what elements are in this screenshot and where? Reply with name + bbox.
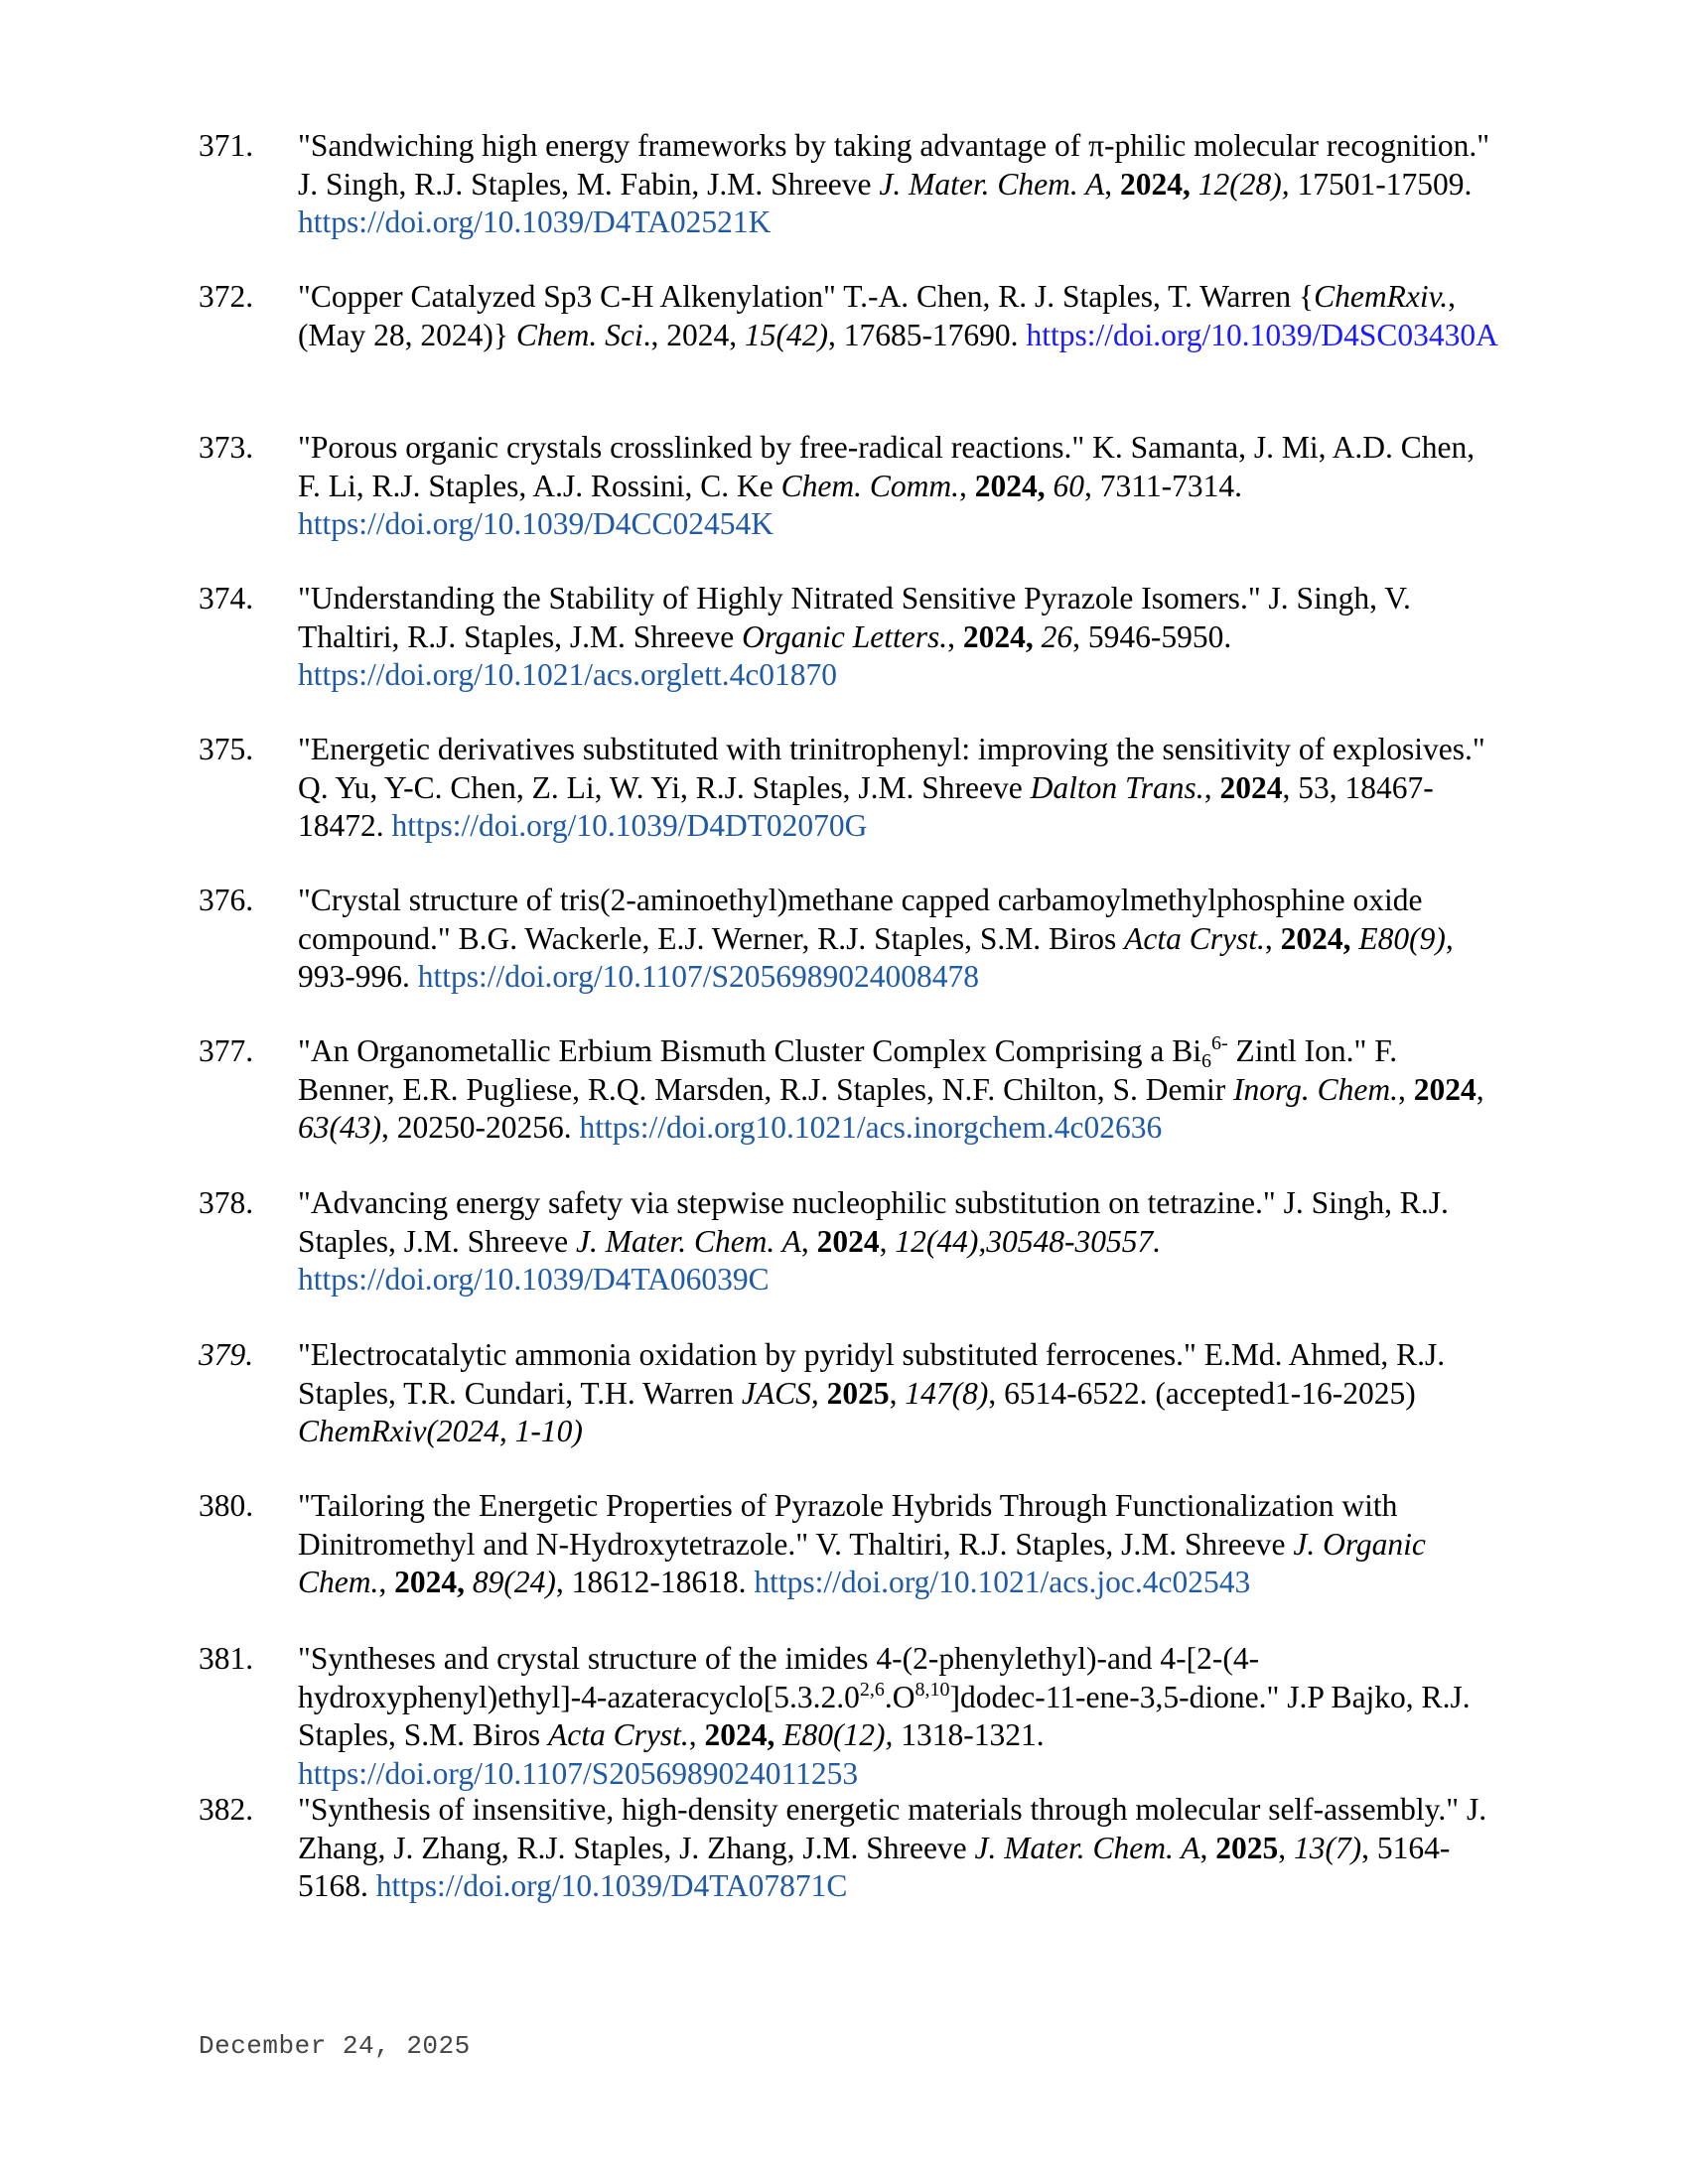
- reference-citation: [298, 1487, 1499, 1602]
- citation-year: 2025: [826, 1375, 890, 1411]
- reference-number: 374.: [199, 581, 254, 615]
- citation-text: ,: [1104, 166, 1121, 202]
- reference-item: [199, 882, 1499, 997]
- reference-item: [199, 580, 1499, 695]
- citation-year: 2025: [1215, 1830, 1279, 1865]
- doi-link[interactable]: https://doi.org/10.1039/D4TA06039C: [298, 1262, 770, 1297]
- citation-italic-text: E80(12),: [782, 1717, 894, 1752]
- reference-number: 381.: [199, 1641, 254, 1676]
- citation-text: , 7311-7314.: [1084, 468, 1242, 503]
- doi-link[interactable]: https://doi.org/10.1107/S2056989024008478: [417, 959, 980, 994]
- citation-text: , (May 28, 2024)}: [298, 279, 1456, 352]
- citation-italic-text: J. Mater. Chem. A: [974, 1830, 1200, 1865]
- footer-date: December 24, 2025: [199, 2031, 471, 2061]
- reference-citation: [298, 1032, 1499, 1148]
- citation-text: , 18612-18618.: [555, 1565, 755, 1599]
- citation-italic-text: 147(8): [905, 1375, 989, 1411]
- citation-text: "Tailoring the Energetic Properties of Pyrazole Hybrids Through Functionalization with Dinitromethyl and N-Hydroxytetrazole." V. Thaltiri, R.J. Staples, J.M. Shreeve: [298, 1488, 1398, 1562]
- reference-citation: [298, 127, 1499, 242]
- citation-text: [1191, 167, 1198, 202]
- citation-year: 2024,: [962, 618, 1034, 654]
- reference-number: 376.: [199, 883, 254, 917]
- reference-number: 372.: [199, 279, 254, 314]
- reference-number: 377.: [199, 1033, 254, 1068]
- doi-link[interactable]: https://doi.org/10.1021/acs.joc.4c02543: [754, 1565, 1251, 1599]
- superscript-text: 8,10: [914, 1678, 950, 1701]
- citation-italic-text: Chem. Comm.: [780, 468, 960, 503]
- citation-italic-text: J. Mater. Chem. A: [879, 166, 1105, 202]
- citation-text: 993-996.: [298, 959, 418, 994]
- citation-text: ,: [800, 1223, 817, 1259]
- citation-text: , 5164-5168.: [298, 1830, 1451, 1903]
- citation-text: ., 2024,: [642, 317, 745, 352]
- superscript-text: 2,6: [859, 1678, 885, 1701]
- doi-link[interactable]: https://doi.org10.1021/acs.inorgchem.4c02636: [579, 1110, 1163, 1145]
- reference-item: [199, 429, 1499, 544]
- citation-text: "Understanding the Stability of Highly Nitrated Sensitive Pyrazole Isomers." J. Singh, V. Thaltiri, R.J. Staples, J.M. Shreeve: [298, 581, 1411, 654]
- citation-italic-text: Acta Cryst.: [1124, 920, 1265, 956]
- citation-text: ,: [959, 468, 975, 503]
- superscript-text: 6-: [1210, 1032, 1228, 1054]
- reference-citation: [298, 1336, 1499, 1451]
- citation-italic-text: Organic Letters.: [742, 618, 948, 654]
- reference-citation: [298, 731, 1499, 846]
- citation-text: "Porous organic crystals crosslinked by free-radical reactions." K. Samanta, J. Mi, A.D. Chen, F. Li, R.J. Staples, A.J. Rossini, C. Ke: [298, 430, 1476, 503]
- citation-text: "Crystal structure of tris(2-aminoethyl)methane capped carbamoylmethylphosphine oxide compound." B.G. Wackerle, E.J. Werner, R.J. Staples, S.M. Biros: [298, 883, 1423, 956]
- citation-text: [819, 1376, 827, 1411]
- citation-italic-text: 63(43): [298, 1110, 381, 1145]
- citation-italic-text: 12(44),30548-30557.: [895, 1223, 1162, 1259]
- citation-year: 2024,: [704, 1717, 775, 1752]
- reference-number: 378.: [199, 1185, 254, 1220]
- citation-italic-text: Dalton Trans.: [1030, 769, 1204, 805]
- citation-text: "Electrocatalytic ammonia oxidation by pyridyl substituted ferrocenes." E.Md. Ahmed, R.J. Staples, T.R. Cundari, T.H. Warren: [298, 1337, 1446, 1411]
- citation-text: , 20250-20256.: [380, 1110, 580, 1145]
- citation-italic-text: ChemRxiv.: [1314, 279, 1449, 314]
- citation-italic-text: 60: [1053, 468, 1085, 503]
- citation-italic-text: Inorg. Chem.: [1233, 1071, 1399, 1107]
- citation-text: ,: [879, 1223, 896, 1259]
- reference-item: [199, 1791, 1499, 1906]
- citation-text: "Syntheses and crystal structure of the imides 4-(2-phenylethyl)-and 4-[2-(4-hydroxyphenyl)ethyl]-4-azateracyclo[5.3.2.0: [298, 1641, 1260, 1714]
- citation-year: 2024,: [1280, 920, 1351, 956]
- citation-text: 17501-17509.: [1289, 166, 1473, 202]
- reference-item: [199, 1032, 1499, 1148]
- subscript-text: 6: [1200, 1050, 1211, 1072]
- reference-item: [199, 1336, 1499, 1451]
- reference-citation: [298, 278, 1499, 354]
- citation-text: , 53, 18467-18472.: [298, 769, 1434, 843]
- citation-text: 1318-1321.: [893, 1717, 1045, 1752]
- doi-link[interactable]: https://doi.org/10.1107/S2056989024011253: [298, 1755, 859, 1791]
- reference-item: [199, 1640, 1499, 1793]
- reference-number: 373.: [199, 430, 254, 465]
- citation-text: "Energetic derivatives substituted with trinitrophenyl: improving the sensitivity of explosives." Q. Yu, Y-C. Chen, Z. Li, W. Yi, R.J. Staples, J.M. Shreeve: [298, 732, 1485, 805]
- citation-text: ,: [1278, 1830, 1294, 1865]
- reference-citation: [298, 580, 1499, 695]
- doi-link[interactable]: https://doi.org/10.1039/D4DT02070G: [391, 808, 868, 843]
- citation-text: , 17685-17690.: [827, 317, 1027, 352]
- reference-item: [199, 1184, 1499, 1299]
- citation-text: .O: [884, 1679, 915, 1714]
- citation-text: ,: [1203, 769, 1220, 805]
- reference-citation: [298, 1184, 1499, 1299]
- citation-italic-text: 12(28),: [1197, 166, 1290, 202]
- citation-italic-text: JACS,: [741, 1375, 819, 1411]
- citation-year: 2024,: [974, 468, 1046, 503]
- citation-year: 2024,: [394, 1565, 465, 1599]
- citation-italic-text: Chem. Sci: [515, 317, 643, 352]
- reference-number: 371.: [199, 128, 254, 163]
- reference-item: [199, 731, 1499, 846]
- citation-text: [1046, 469, 1054, 503]
- citation-text: "Synthesis of insensitive, high-density energetic materials through molecular self-assembly." J. Zhang, J. Zhang, R.J. Staples, J. Zhang, J.M. Shreeve: [298, 1792, 1487, 1865]
- citation-year: 2024: [1219, 769, 1283, 805]
- citation-text: "Sandwiching high energy frameworks by taking advantage of π-philic molecular recognition." J. Singh, R.J. Staples, M. Fabin, J.M. Shreeve: [298, 128, 1490, 202]
- citation-text: ,: [688, 1717, 705, 1752]
- citation-text: ]dodec-11-ene-3,5-dione." J.P Bajko, R.J. Staples, S.M. Biros: [298, 1679, 1471, 1752]
- doi-link[interactable]: https://doi.org/10.1039/D4TA07871C: [375, 1868, 848, 1903]
- reference-citation: [298, 1640, 1499, 1793]
- citation-italic-text: J. Mater. Chem. A: [575, 1223, 801, 1259]
- doi-link[interactable]: https://doi.org/10.1039/D4TA02521K: [298, 205, 772, 239]
- citation-text: "Copper Catalyzed Sp3 C-H Alkenylation" T.-A. Chen, R. J. Staples, T. Warren {: [298, 279, 1315, 314]
- citation-text: , 5946-5950.: [1072, 618, 1232, 654]
- citation-text: ,: [1199, 1830, 1216, 1865]
- citation-year: 2024: [1413, 1071, 1477, 1107]
- reference-citation: [298, 1791, 1499, 1906]
- citation-text: ,: [378, 1565, 395, 1599]
- doi-link[interactable]: https://doi.org/10.1039/D4SC03430A: [1026, 317, 1498, 352]
- reference-citation: [298, 882, 1499, 997]
- citation-text: ,: [1476, 1071, 1484, 1107]
- citation-italic-text: ChemRxiv(2024, 1-10): [298, 1414, 583, 1448]
- reference-number: 380.: [199, 1488, 254, 1523]
- citation-italic-text: J. Organic Chem.: [298, 1526, 1426, 1599]
- reference-citation: [298, 429, 1499, 544]
- citation-italic-text: 13(7): [1293, 1830, 1362, 1865]
- citation-text: ,: [1398, 1071, 1414, 1107]
- reference-number: 375.: [199, 732, 254, 766]
- citation-text: [1034, 619, 1042, 654]
- citation-text: Zintl Ion." F. Benner, E.R. Pugliese, R.Q. Marsden, R.J. Staples, N.F. Chilton, S. Demir: [298, 1033, 1398, 1107]
- citation-year: 2024: [816, 1223, 880, 1259]
- citation-text: [465, 1565, 473, 1599]
- citation-italic-text: 15(42): [744, 317, 828, 352]
- citation-year: 2024,: [1120, 166, 1191, 202]
- reference-item: [199, 1487, 1499, 1602]
- citation-text: "Advancing energy safety via stepwise nucleophilic substitution on tetrazine." J. Singh, R.J. Staples, J.M. Shreeve: [298, 1185, 1449, 1259]
- citation-italic-text: Acta Cryst.: [548, 1717, 689, 1752]
- citation-italic-text: 89(24): [472, 1565, 556, 1599]
- citation-italic-text: 26: [1041, 618, 1073, 654]
- reference-item: [199, 127, 1499, 242]
- doi-link[interactable]: https://doi.org/10.1039/D4CC02454K: [298, 506, 774, 541]
- citation-text: ,: [947, 618, 963, 654]
- citation-text: , 6514-6522. (accepted1-16-2025): [988, 1375, 1416, 1411]
- reference-item: [199, 278, 1499, 354]
- citation-text: ,: [889, 1375, 906, 1411]
- doi-link[interactable]: https://doi.org/10.1021/acs.orglett.4c01870: [298, 657, 838, 692]
- citation-text: ,: [1264, 920, 1281, 956]
- reference-number: 379.: [199, 1337, 254, 1372]
- citation-text: "An Organometallic Erbium Bismuth Cluster Complex Comprising a Bi: [298, 1033, 1201, 1068]
- citation-italic-text: E80(9),: [1358, 920, 1454, 956]
- reference-number: 382.: [199, 1792, 254, 1827]
